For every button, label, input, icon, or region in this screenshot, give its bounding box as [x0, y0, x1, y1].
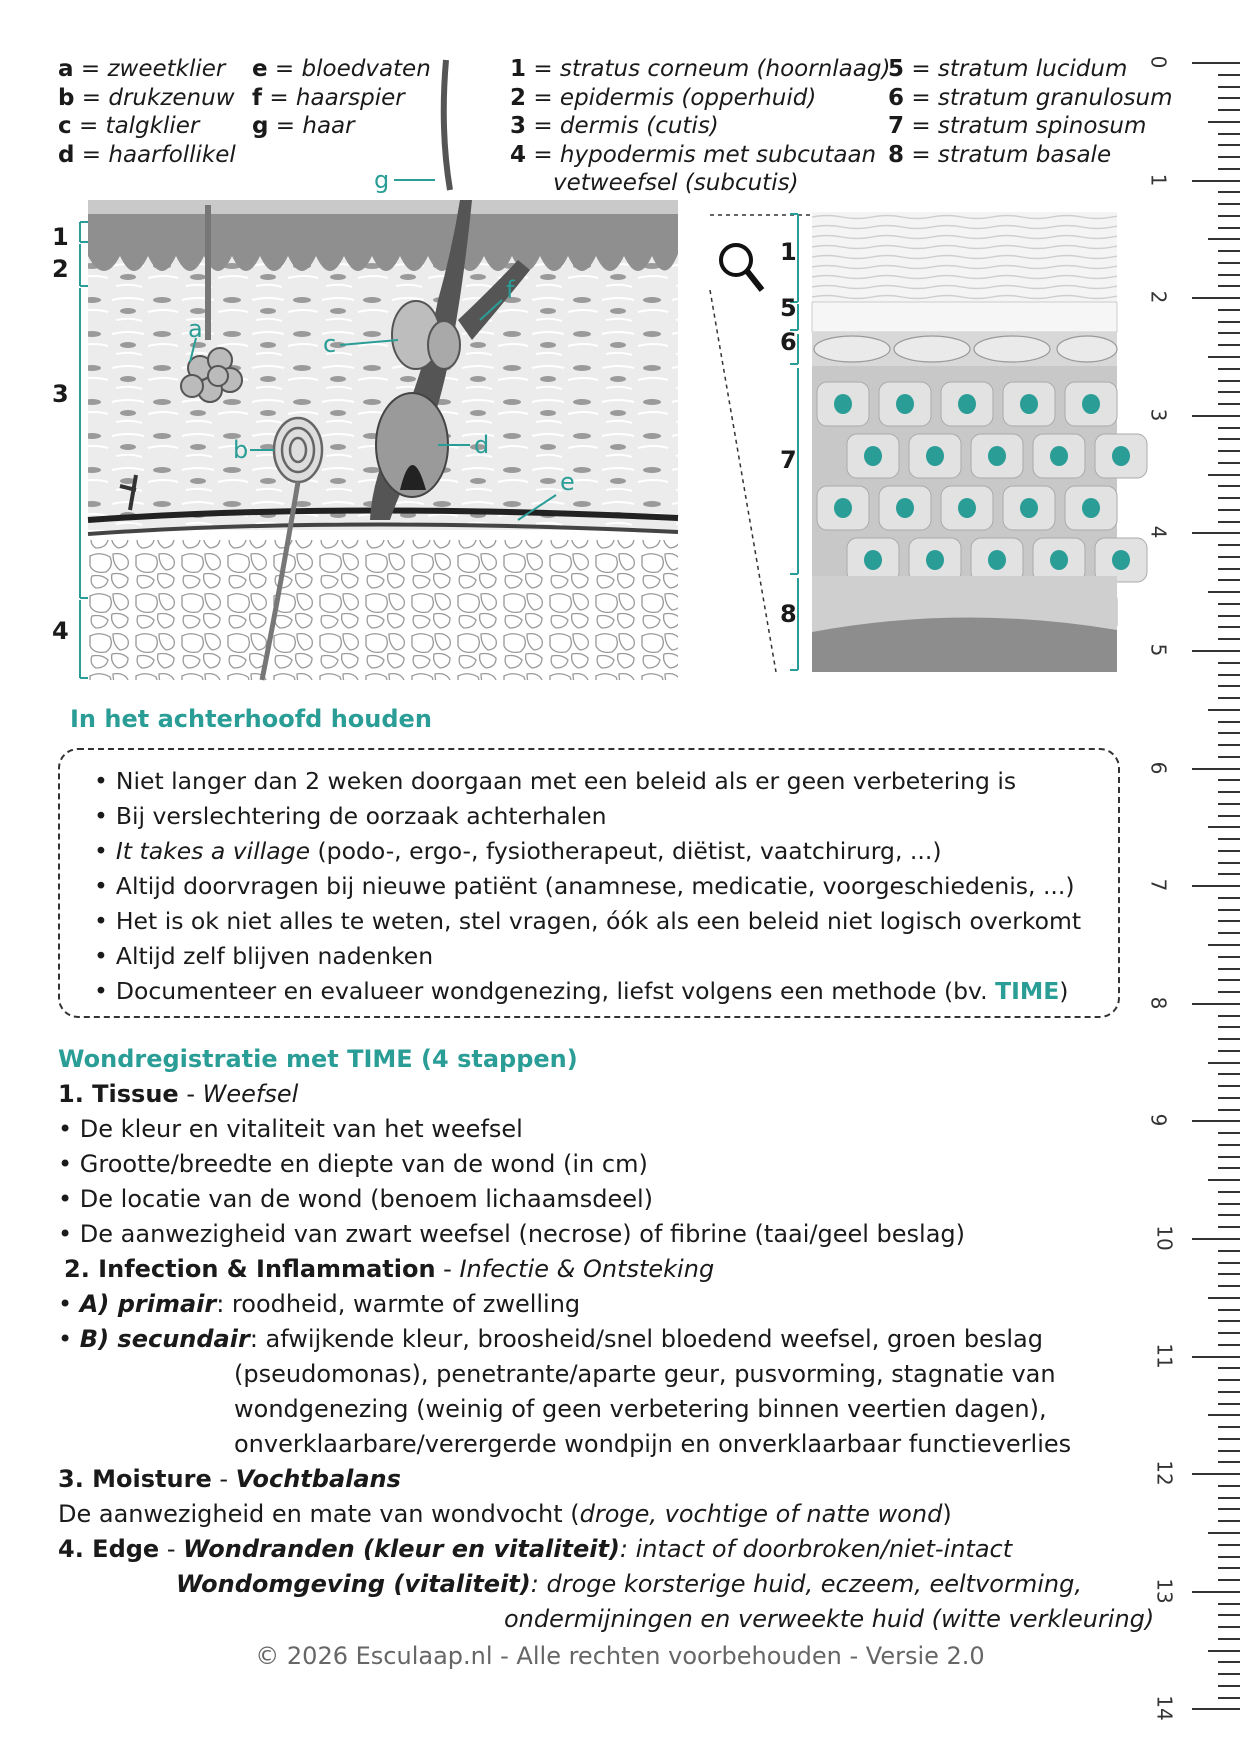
ruler-tick — [1208, 356, 1240, 358]
cell-nucleus — [896, 394, 914, 414]
notes-item: • Het is ok niet alles te weten, stel vragen, óók als een beleid niet logisch overkomt — [94, 904, 1118, 939]
layer-label-2: 2 — [52, 255, 69, 283]
ruler-tick — [1218, 250, 1240, 252]
legend-letters-col2 — [252, 55, 431, 141]
ruler-tick — [1218, 509, 1240, 511]
ruler-tick — [1218, 1250, 1240, 1252]
ruler-tick — [1218, 1461, 1240, 1463]
ruler-tick — [1218, 450, 1240, 452]
notes-item: • It takes a village (podo-, ergo-, fysiotherapeut, diëtist, vaatchirurg, ...) — [94, 834, 1118, 869]
ruler-tick — [1218, 568, 1240, 570]
ruler-tick — [1218, 579, 1240, 581]
diagram-letter-a: a — [188, 315, 203, 343]
legend-row: f = haarspier — [252, 84, 405, 111]
ruler-tick — [1192, 1003, 1240, 1005]
cell-nucleus — [1112, 550, 1130, 570]
legend-row: 3 = dermis (cutis) — [510, 113, 719, 139]
ruler-tick — [1218, 1344, 1240, 1346]
notes-list — [60, 750, 1118, 1009]
ruler-tick — [1218, 1050, 1240, 1052]
ruler-label: 14 — [1152, 1695, 1177, 1722]
ruler-tick — [1218, 1661, 1240, 1663]
ruler-tick — [1218, 1038, 1240, 1040]
cell-nucleus — [864, 446, 882, 466]
ruler-tick — [1218, 168, 1240, 170]
notes-item: • Documenteer en evalueer wondgenezing, liefst volgens een methode (bv. TIME) — [94, 974, 1118, 1009]
ruler-tick — [1208, 1062, 1240, 1064]
ruler-tick — [1218, 380, 1240, 382]
ruler-tick — [1218, 86, 1240, 88]
ruler-tick — [1218, 1332, 1240, 1334]
ruler-tick — [1218, 991, 1240, 993]
ruler-tick — [1218, 721, 1240, 723]
ruler-tick — [1218, 74, 1240, 76]
ruler-tick — [1218, 344, 1240, 346]
ruler-label: 3 — [1146, 408, 1171, 422]
ruler-tick — [1218, 1603, 1240, 1605]
layer-label-1: 1 — [52, 223, 69, 251]
ruler-tick — [1218, 1497, 1240, 1499]
ruler-tick — [1218, 1638, 1240, 1640]
ruler-tick — [1218, 1579, 1240, 1581]
ruler-tick — [1218, 191, 1240, 193]
diagram-letter-f: f — [506, 276, 515, 304]
legend-row: 4 = hypodermis met subcutaan — [510, 141, 877, 168]
legend-row: g = haar — [252, 113, 355, 139]
zoom-label-5: 5 — [780, 294, 797, 322]
diagram-letter-d: d — [474, 431, 490, 459]
ruler-tick — [1218, 485, 1240, 487]
ruler-tick — [1208, 121, 1240, 123]
edge-surroundings-cont: ondermijningen en verweekte huid (witte verkleuring) — [504, 1605, 1155, 1633]
epidermis-zoom-diagram — [812, 212, 1122, 672]
ruler-tick — [1218, 968, 1240, 970]
ruler-tick — [1218, 1544, 1240, 1546]
ruler-tick — [1218, 438, 1240, 440]
cell-nucleus — [834, 394, 852, 414]
ruler-tick — [1218, 544, 1240, 546]
ruler-tick — [1192, 1356, 1240, 1358]
ruler-tick — [1192, 180, 1240, 182]
ruler-tick — [1218, 1026, 1240, 1028]
moisture-text: De aanwezigheid en mate van wondvocht (droge, vochtige of natte wond) — [58, 1500, 952, 1528]
ruler-label: 4 — [1146, 526, 1171, 539]
ruler-tick — [1218, 321, 1240, 323]
cell-nucleus — [1020, 498, 1038, 518]
ruler-tick — [1218, 873, 1240, 875]
ruler-tick — [1218, 1285, 1240, 1287]
legend-row: 2 = epidermis (opperhuid) — [510, 84, 817, 111]
ruler-tick — [1208, 1414, 1240, 1416]
ruler-tick — [1218, 615, 1240, 617]
legend-numbers-col1 — [510, 55, 890, 198]
ruler-tick — [1218, 638, 1240, 640]
tissue-item: • De kleur en vitaliteit van het weefsel — [58, 1115, 523, 1143]
ruler-tick — [1218, 274, 1240, 276]
tissue-item: • De aanwezigheid van zwart weefsel (necrose) of fibrine (taai/geel beslag) — [58, 1220, 966, 1248]
ruler-label: 5 — [1146, 643, 1171, 657]
ruler-tick — [1218, 497, 1240, 499]
ruler-label: 2 — [1146, 290, 1171, 304]
step-tissue-heading: 1. Tissue - Weefsel — [58, 1080, 299, 1108]
ruler-tick — [1218, 1309, 1240, 1311]
cell-nucleus — [988, 446, 1006, 466]
legend-numbers-col2 — [888, 55, 1173, 169]
footer-copyright: © 2026 Esculaap.nl - Alle rechten voorbehouden - Versie 2.0 — [255, 1642, 985, 1670]
ruler-tick — [1218, 1167, 1240, 1169]
notes-box — [58, 748, 1120, 1018]
ruler-tick — [1218, 368, 1240, 370]
time-section — [58, 1042, 1155, 1637]
cell-nucleus — [1082, 498, 1100, 518]
ruler-tick — [1192, 650, 1240, 652]
edge-surroundings: Wondomgeving (vitaliteit): droge korsterige huid, eczeem, eeltvorming, — [176, 1570, 1082, 1598]
ruler-label: 9 — [1146, 1114, 1171, 1127]
legend-row: e = bloedvaten — [252, 56, 431, 82]
ruler-tick — [1208, 238, 1240, 240]
zoom-label-6: 6 — [780, 328, 797, 356]
ruler-tick — [1192, 1708, 1240, 1710]
ruler-tick — [1208, 944, 1240, 946]
legend-row: 1 = stratus corneum (hoornlaag) — [510, 56, 891, 82]
ruler-tick — [1218, 97, 1240, 99]
layer-label-4: 4 — [52, 617, 69, 645]
legend-row: b = drukzenuw — [58, 84, 235, 111]
legend-row: 7 = stratum spinosum — [888, 113, 1147, 139]
ruler-tick — [1218, 1097, 1240, 1099]
ruler-tick — [1192, 415, 1240, 417]
ruler-tick — [1218, 1085, 1240, 1087]
cell-nucleus — [1050, 446, 1068, 466]
infection-secondary-cont: wondgenezing (weinig of geen verbetering binnen veertien dagen), — [234, 1395, 1047, 1423]
legend-row: a = zweetklier — [58, 56, 226, 82]
time-title: Wondregistratie met TIME (4 stappen) — [58, 1045, 578, 1073]
zoom-label-8: 8 — [780, 600, 797, 628]
ruler-tick — [1218, 685, 1240, 687]
ruler-tick — [1218, 1191, 1240, 1193]
ruler-tick — [1218, 1320, 1240, 1322]
ruler-tick — [1218, 779, 1240, 781]
ruler-tick — [1218, 521, 1240, 523]
ruler-tick — [1218, 1391, 1240, 1393]
ruler-label: 8 — [1146, 996, 1171, 1010]
ruler-tick — [1218, 956, 1240, 958]
zoom-label-7: 7 — [780, 446, 797, 474]
diagram-letter-e: e — [560, 468, 575, 496]
ruler-tick — [1218, 109, 1240, 111]
legend-row: 6 = stratum granulosum — [888, 84, 1173, 111]
cell-nucleus — [958, 498, 976, 518]
ruler-tick — [1218, 920, 1240, 922]
ruler-tick — [1192, 1473, 1240, 1475]
notes-item: • Niet langer dan 2 weken doorgaan met een beleid als er geen verbetering is — [94, 764, 1118, 799]
ruler-tick — [1218, 803, 1240, 805]
layer-label-3: 3 — [52, 380, 69, 408]
ruler-tick — [1218, 756, 1240, 758]
ruler-tick — [1218, 909, 1240, 911]
infection-secondary-cont: onverklaarbare/verergerde wondpijn en onverklaarbaar functieverlies — [234, 1430, 1072, 1458]
ruler-label: 12 — [1152, 1460, 1177, 1486]
ruler-tick — [1218, 603, 1240, 605]
ruler-tick — [1218, 1015, 1240, 1017]
ruler-tick — [1218, 227, 1240, 229]
ruler-tick — [1218, 1567, 1240, 1569]
notes-item: • Altijd zelf blijven nadenken — [94, 939, 1118, 974]
ruler-tick — [1218, 1156, 1240, 1158]
ruler-tick — [1218, 1614, 1240, 1616]
ruler-tick — [1218, 1685, 1240, 1687]
ruler-tick — [1218, 1673, 1240, 1675]
ruler-tick — [1218, 1508, 1240, 1510]
legend-row: c = talgklier — [58, 113, 200, 139]
diagram-letter-g: g — [374, 166, 390, 194]
ruler-tick — [1218, 309, 1240, 311]
cell-nucleus — [896, 498, 914, 518]
ruler-tick — [1208, 1532, 1240, 1534]
ruler-tick — [1208, 1297, 1240, 1299]
ruler-label: 7 — [1146, 878, 1171, 892]
ruler-tick — [1218, 462, 1240, 464]
ruler-tick — [1218, 1556, 1240, 1558]
ruler-tick — [1218, 156, 1240, 158]
ruler-label: 13 — [1152, 1578, 1177, 1604]
ruler-tick — [1208, 826, 1240, 828]
ruler-tick — [1218, 1626, 1240, 1628]
infection-secondary-cont: (pseudomonas), penetrante/aparte geur, pusvorming, stagnatie van — [234, 1360, 1056, 1388]
infection-secondary: • B) secundair: afwijkende kleur, broosheid/snel bloedend weefsel, groen beslag — [58, 1325, 1043, 1353]
cell-nucleus — [988, 550, 1006, 570]
ruler-tick — [1218, 1262, 1240, 1264]
ruler-tick — [1218, 1367, 1240, 1369]
ruler-tick — [1208, 1179, 1240, 1181]
ruler-tick — [1218, 850, 1240, 852]
ruler-tick — [1192, 532, 1240, 534]
ruler-label: 1 — [1146, 173, 1171, 186]
ruler-tick — [1208, 709, 1240, 711]
ruler-tick — [1218, 144, 1240, 146]
zoom-label-1: 1 — [780, 238, 797, 266]
ruler-tick — [1218, 262, 1240, 264]
tissue-item: • Grootte/breedte en diepte van de wond (in cm) — [58, 1150, 648, 1178]
ruler-tick — [1218, 1485, 1240, 1487]
ruler-tick — [1208, 591, 1240, 593]
infection-primary: • A) primair: roodheid, warmte of zwelling — [58, 1290, 581, 1318]
ruler-tick — [1192, 768, 1240, 770]
legend-row: 5 = stratum lucidum — [888, 56, 1128, 82]
step-infection-heading: 2. Infection & Inflammation - Infectie & Ontsteking — [64, 1255, 715, 1283]
ruler-tick — [1218, 1203, 1240, 1205]
ruler-tick — [1218, 1273, 1240, 1275]
ruler-tick — [1218, 556, 1240, 558]
cell-nucleus — [1050, 550, 1068, 570]
legend-row: vetweefsel (subcutis) — [553, 170, 799, 196]
ruler-tick — [1218, 932, 1240, 934]
ruler-tick — [1192, 1591, 1240, 1593]
ruler-tick — [1192, 62, 1240, 64]
ruler-tick — [1208, 1650, 1240, 1652]
ruler-tick — [1218, 1403, 1240, 1405]
ruler-tick — [1218, 203, 1240, 205]
ruler-tick — [1218, 1226, 1240, 1228]
ruler-tick — [1192, 297, 1240, 299]
left-layer-brackets — [66, 222, 90, 682]
cell-nucleus — [834, 498, 852, 518]
ruler-tick — [1218, 897, 1240, 899]
zoom-connector-lines — [700, 210, 820, 680]
ruler-label: 10 — [1152, 1225, 1177, 1251]
ruler-tick — [1218, 732, 1240, 734]
legend-row: 8 = stratum basale — [888, 141, 1112, 168]
ruler-tick — [1218, 1214, 1240, 1216]
step-moisture-heading: 3. Moisture - Vochtbalans — [58, 1465, 401, 1493]
ruler-label: 0 — [1146, 55, 1171, 69]
ruler-tick — [1218, 403, 1240, 405]
ruler-tick — [1218, 1438, 1240, 1440]
ruler-tick — [1218, 285, 1240, 287]
step-edge-heading: 4. Edge - Wondranden (kleur en vitaliteit): intact of doorbroken/niet-intact — [58, 1535, 1013, 1563]
ruler-tick — [1218, 215, 1240, 217]
ruler-tick — [1218, 862, 1240, 864]
ruler-tick — [1218, 674, 1240, 676]
cell-nucleus — [864, 550, 882, 570]
notes-title: In het achterhoofd houden — [70, 705, 432, 733]
ruler-tick — [1218, 1132, 1240, 1134]
ruler-tick — [1208, 474, 1240, 476]
diagram-letter-b: b — [233, 436, 249, 464]
ruler-tick — [1192, 1120, 1240, 1122]
cell-nucleus — [958, 394, 976, 414]
cell-nucleus — [1082, 394, 1100, 414]
cm-ruler — [1146, 0, 1240, 1754]
ruler-tick — [1218, 1697, 1240, 1699]
ruler-tick — [1218, 133, 1240, 135]
ruler-tick — [1218, 662, 1240, 664]
legend-row: d = haarfollikel — [58, 141, 236, 168]
ruler-tick — [1218, 815, 1240, 817]
ruler-tick — [1192, 885, 1240, 887]
ruler-tick — [1192, 1238, 1240, 1240]
ruler-tick — [1218, 1520, 1240, 1522]
ruler-tick — [1218, 391, 1240, 393]
ruler-tick — [1218, 1109, 1240, 1111]
ruler-tick — [1218, 744, 1240, 746]
ruler-tick — [1218, 838, 1240, 840]
tissue-item: • De locatie van de wond (benoem lichaamsdeel) — [58, 1185, 654, 1213]
ruler-tick — [1218, 979, 1240, 981]
cell-nucleus — [926, 446, 944, 466]
ruler-tick — [1218, 427, 1240, 429]
ruler-label: 11 — [1152, 1342, 1177, 1369]
ruler-tick — [1218, 1426, 1240, 1428]
notes-item: • Altijd doorvragen bij nieuwe patiënt (anamnese, medicatie, voorgeschiedenis, ...) — [94, 869, 1118, 904]
legend-letters-col1 — [58, 55, 236, 169]
ruler-tick — [1218, 1073, 1240, 1075]
ruler-tick — [1218, 332, 1240, 334]
notes-item: • Bij verslechtering de oorzaak achterhalen — [94, 799, 1118, 834]
ruler-tick — [1218, 791, 1240, 793]
ruler-tick — [1218, 1450, 1240, 1452]
ruler-tick — [1218, 626, 1240, 628]
cell-nucleus — [1112, 446, 1130, 466]
ruler-tick — [1218, 1379, 1240, 1381]
ruler-tick — [1218, 1144, 1240, 1146]
cell-nucleus — [1020, 394, 1038, 414]
ruler-label: 6 — [1146, 761, 1171, 774]
diagram-letter-c: c — [323, 330, 337, 358]
cell-nucleus — [926, 550, 944, 570]
ruler-tick — [1218, 697, 1240, 699]
